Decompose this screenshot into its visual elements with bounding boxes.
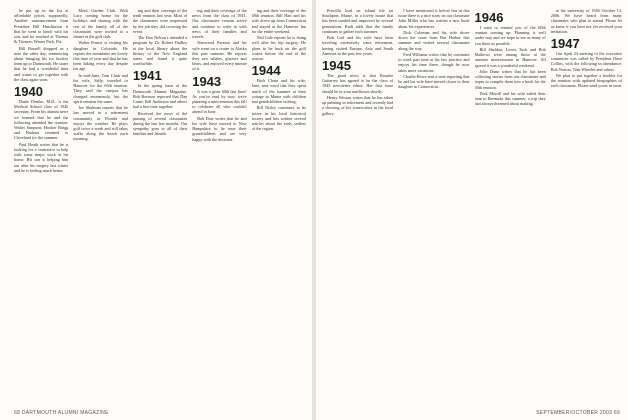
column-1 (14, 8, 68, 404)
paragraph: I want to remind you of the 60th reunion coming up. Planning is well under way and we hope to see as many of you there as possible. (474, 25, 546, 46)
page-footer: SEPTEMBER/OCTOBER 2003 69 (536, 410, 620, 416)
paragraph: We plan to put together a booklet for the reunion with updated biographies of each classmate. Please send yours in soon. (550, 73, 622, 89)
column-5 (252, 8, 306, 404)
paragraph: Bill Russell dropped us a note the other day, reminiscing about bringing his ice hockey team up to Dartmouth. He states that he had a wonderful time and wants to get together with the class again soon. (14, 45, 69, 82)
column-3 (475, 8, 546, 404)
right-page-columns (322, 8, 622, 404)
class-year-heading: 1946 (474, 10, 504, 25)
paragraph: Dante Demko, M.D., is the Medical School class of 1940 secretary. From his alumni news we learned that he and the following attended the reunion: Walter Simpson, Hooker Bragg and Barbara returned to Cleveland for the summer. (14, 99, 69, 141)
column-2 (398, 8, 469, 404)
paragraph: Paul Heath writes that he is looking for a contractor to help with some major work at his home. His son is helping him out after his surgery last winter and he is feeling much better. (14, 141, 69, 173)
paragraph: Bob Carl and his wife have been traveling extensively since retirement, having visited Europe, Asia and South America in the past few years. (322, 35, 394, 56)
paragraph: Bill Sheldon, Lewis Tuck and Bob Mathews were among those at the summer mini-reunion in Hanover. All agreed it was a wonderful weekend. (474, 47, 546, 68)
paragraph: Dick Coleman and his wife drove down the coast from Bar Harbor this summer and visited several classmates along the way. (398, 30, 470, 51)
paragraph: I have mentioned it before but in this issue there is a nice story on our classmate John Miller who has written a new book about his experiences. (398, 8, 470, 29)
paragraph: Fitch Chase and his wife, Jane, sent word that they spent much of the summer at their cottage in Maine with children and grandchildren visiting. (251, 78, 307, 105)
paragraph: Bob Dorr writes that he and his wife have moved to New Hampshire to be near their grandchildren and are very happy with the decision. (192, 115, 247, 142)
paragraph: ing and their coverage of the 60th reunion. Bill Hart and his wife drove up from Connecticut and stayed at the Hanover Inn for the entire weekend. (251, 8, 307, 34)
column-2 (73, 8, 127, 404)
paragraph: John Dunn writes that he has been collecting stories from our classmates and hopes to compile them into a book for the 60th reunion. (474, 69, 546, 90)
page-footer: 68 DARTMOUTH ALUMNI MAGAZINE (14, 410, 109, 416)
paragraph: be put up in the list at affordable prices, supposedly. Another announcement from President Bill Hutchinson is that he went to lunch with his son, and he reached at Thomas & Thomas, Winter Park, Fla. (14, 8, 69, 45)
paragraph: Received the news of the passing of several classmates during the last few months. Our sympathy goes to all of their families and friends. (132, 110, 188, 137)
paragraph: The good news is that Rosalee Guiterrez has agreed to be the class of 1945 newsletter editor. Her first issue should be in your mailboxes shortly. (322, 73, 394, 94)
left-page-columns (14, 8, 306, 404)
paragraph: Merit Garden Club. With Lucy coming home for the holidays and sharing with the rest of the family, all of the classmates were invited to a dinner at the golf club. (73, 8, 128, 40)
paragraph: The Dan Nelson's attended a program by Dr. Robert Dudley at the local library about the history of the New England states and found it quite worthwhile. (132, 35, 188, 67)
class-year-heading: 1945 (322, 58, 351, 74)
class-year-heading: 1940 (14, 84, 43, 100)
left-page (0, 0, 312, 420)
paragraph: Walter Frasier is visiting his daughter in Colorado. He reports the mountains are lovely this time of year and that he has been hiking every day despite his age. (73, 40, 128, 72)
column-1 (322, 8, 393, 404)
column-4 (551, 8, 622, 404)
paragraph: Dick Merrill and his wife sailed their boat to Bermuda this summer, a trip they had always dreamed about making. (474, 91, 546, 107)
paragraph: Henry Weston writes that he has taken up painting in retirement and recently had a showing of his watercolors at the local gallery. (322, 95, 394, 116)
class-year-heading: 1941 (132, 68, 162, 84)
vertical-section-title (2, 10, 12, 410)
right-page (316, 0, 628, 420)
paragraph: In mid-June, Tom Clark and his wife, Sally, traveled to Hanover for the 65th reunion. They said the campus has changed enormously, but the spirit remains the same. (73, 72, 128, 104)
paragraph: Priscilla lead on island life on Southport, Maine, in a lovely house that has been sanded and improved by several generations. Rudi adds that the family continues to gather each summer. (322, 8, 394, 34)
paragraph: Fred Williams writes that he continues to work part time at his law practice and enjoys his time there, though he now takes more vacations. (398, 52, 470, 73)
paragraph: Bill Nisley continues to be active in his local historical society and has written several articles about the early settlers of the region. (251, 105, 307, 132)
paragraph: It was a great 60th last June! As you've read by now, we're planning a mini-reunion this fall to celebrate all who couldn't attend in June. (192, 88, 247, 115)
column-3 (133, 8, 187, 404)
paragraph: Joe Shulman reports that he has moved to a retirement community in Florida and enjoys the weather. He plays golf twice a week and still takes walks along the beach each morning. (73, 105, 128, 142)
paragraph: Ned Gale reports he is doing well after his hip surgery. He plans to be back on the golf course before the end of the season. (251, 35, 307, 62)
paragraph: ing and their coverage of the news from the class of 1941. Our classmates remain active and continue to write in with news of their families and travels. (192, 8, 247, 40)
class-year-heading: 1943 (192, 73, 222, 89)
paragraph: Charlie Howe sent a note reporting that he and his wife have moved closer to their daughter in Connecticut. (398, 74, 470, 90)
class-year-heading: 1944 (251, 63, 281, 79)
column-4 (192, 8, 246, 404)
class-year-heading: 1947 (550, 36, 580, 52)
paragraph: Our April 24 meeting of the executive committee was called by President Dave Collins, with the following in attendance: Bob Norton, Tom Wheeler and others. (550, 51, 622, 72)
paragraph: at the university of 1946 October 13, 2006. We have heard from many classmates who plan to attend. Please let us know if you have not yet received your invitation. (550, 8, 622, 34)
paragraph: In the spring issue of the Dartmouth Alumni Magazine, Bob Boreson reported that Dan Crane, Bill Anderson and others had a fine time together. (132, 83, 188, 110)
paragraph: ing and their coverage of the tenth reunion last year. Most of the classmates were impressed by the job they did covering the event. (132, 8, 188, 34)
paragraph: Sherwood Parsons and his wife went on a cruise to Alaska this past summer. He reports they saw whales, glaciers and bears, and enjoyed every minute of it. (192, 40, 247, 72)
